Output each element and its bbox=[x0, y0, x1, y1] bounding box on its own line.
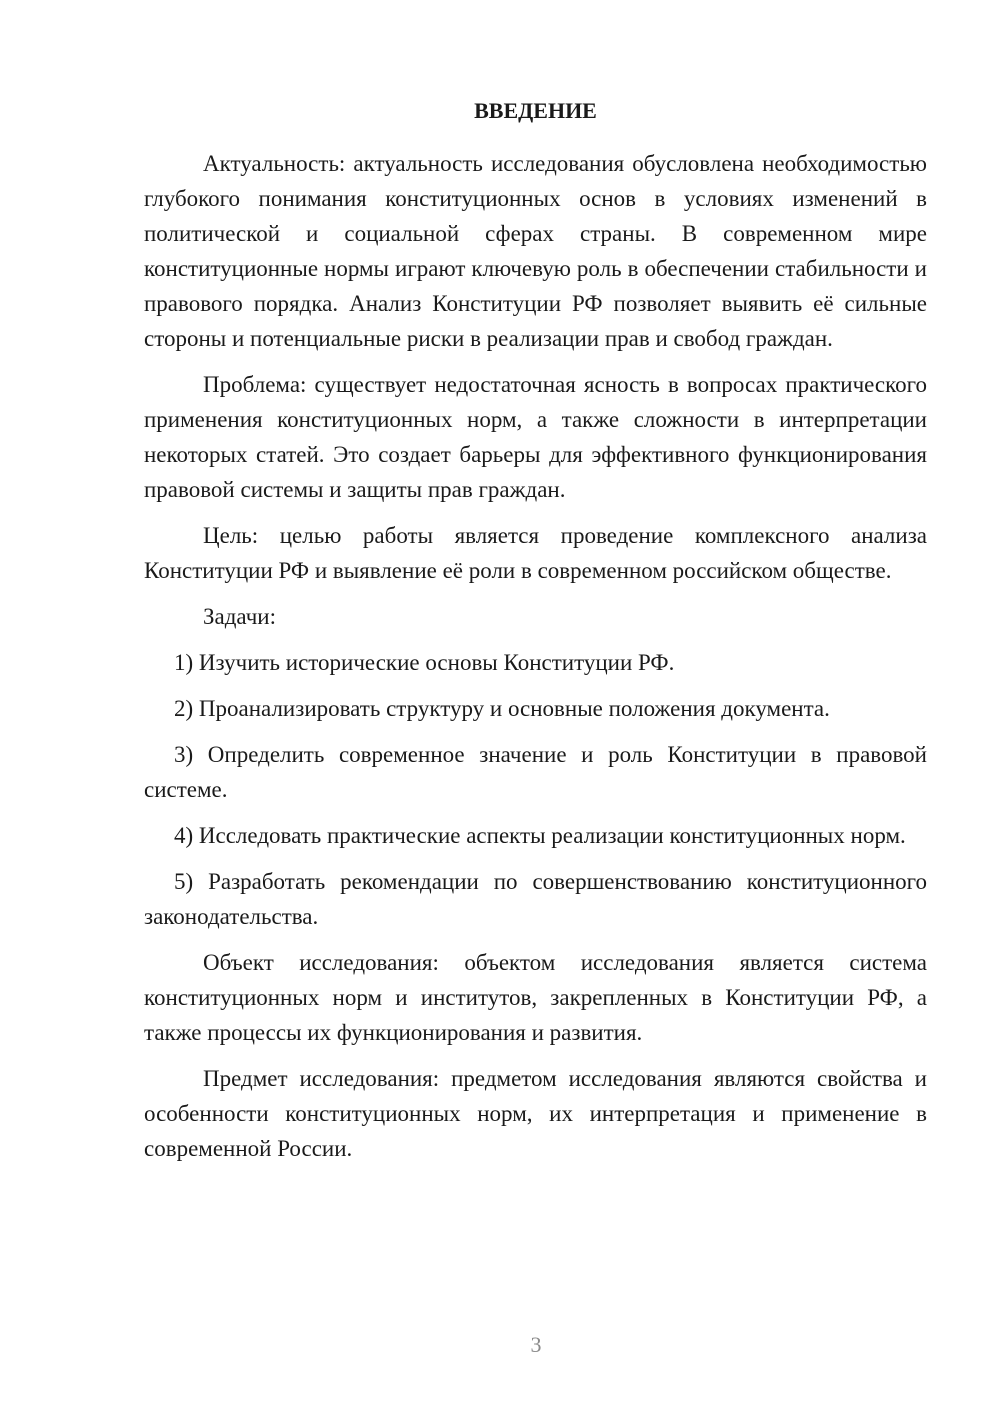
task-item-2: 2) Проанализировать структуру и основные положения документа. bbox=[174, 696, 830, 721]
task-item-1: 1) Изучить исторические основы Конституции РФ. bbox=[174, 650, 675, 675]
task-item-3: 3) Определить современное значение и роль Конституции в правовой системе. bbox=[144, 742, 927, 802]
task-item-4: 4) Исследовать практические аспекты реализации конституционных норм. bbox=[174, 823, 906, 848]
problem-paragraph: Проблема: существует недостаточная ясность в вопросах практического применения конституционных норм, а также сложности в интерпретации некоторых статей. Это создает барьеры для эффективного функционирования правовой системы и защиты прав граждан. bbox=[144, 372, 927, 502]
goal-paragraph: Цель: целью работы является проведение комплексного анализа Конституции РФ и выявление её роли в современном российском обществе. bbox=[144, 523, 927, 583]
section-heading: ВВЕДЕНИЕ bbox=[474, 98, 597, 123]
task-item-5: 5) Разработать рекомендации по совершенствованию конституционного законодательства. bbox=[144, 869, 927, 929]
subject-paragraph: Предмет исследования: предметом исследования являются свойства и особенности конституционных норм, их интерпретация и применение в современной России. bbox=[144, 1066, 927, 1161]
object-paragraph: Объект исследования: объектом исследования является система конституционных норм и институтов, закрепленных в Конституции РФ, а также процессы их функционирования и развития. bbox=[144, 950, 927, 1045]
tasks-label: Задачи: bbox=[203, 604, 276, 629]
document-body bbox=[144, 96, 927, 1177]
relevance-paragraph: Актуальность: актуальность исследования обусловлена необходимостью глубокого понимания конституционных основ в условиях изменений в политической и социальной сферах страны. В современном мире конституционные нормы играют ключевую роль в обеспечении стабильности и правового порядка. Анализ Конституции РФ позволяет выявить её сильные стороны и потенциальные риски в реализации прав и свобод граждан. bbox=[144, 151, 927, 351]
page-number: 3 bbox=[530, 1332, 542, 1357]
